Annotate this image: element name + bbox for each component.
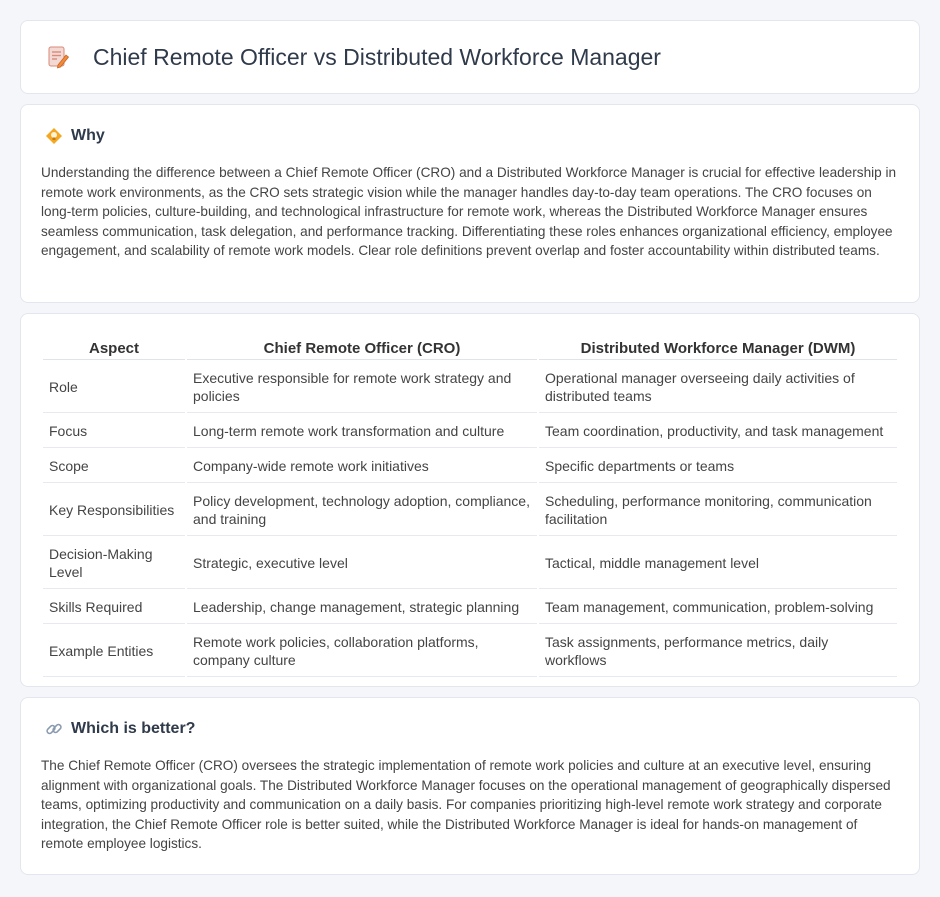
table-row bbox=[43, 591, 897, 624]
row-aspect: Role bbox=[43, 362, 185, 413]
row-cro: Long-term remote work transformation and culture bbox=[187, 415, 537, 448]
lightbulb-icon bbox=[45, 127, 63, 145]
better-text: The Chief Remote Officer (CRO) oversees the strategic implementation of remote work policies and culture at an executive level, ensuring alignment with organizational goals. The Distributed Workforce Manager focuses on the operational management of geographically dispersed teams, optimizing productivity and communication on a daily basis. For companies prioritizing high-level remote work strategy and corporate integration, the Chief Remote Officer role is better suited, while the Distributed Workforce Manager is ideal for hands-on management of remote employee logistics. bbox=[41, 758, 891, 851]
why-title: Why bbox=[71, 127, 105, 144]
row-aspect: Skills Required bbox=[43, 591, 185, 624]
document-edit-icon bbox=[45, 44, 71, 70]
row-dwm: Task assignments, performance metrics, daily workflows bbox=[539, 626, 897, 677]
header-cro: Chief Remote Officer (CRO) bbox=[187, 336, 537, 360]
better-header bbox=[41, 720, 899, 738]
row-cro: Policy development, technology adoption, compliance, and training bbox=[187, 485, 537, 536]
table-header-row bbox=[43, 336, 897, 360]
row-dwm: Specific departments or teams bbox=[539, 450, 897, 483]
why-text: Understanding the difference between a Chief Remote Officer (CRO) and a Distributed Workforce Manager is crucial for effective leadership in remote work environments, as the CRO sets strategic vision while the manager handles day-to-day team operations. The CRO focuses on long-term policies, culture-building, and technological infrastructure for remote work, whereas the Distributed Workforce Manager ensures seamless communication, task delegation, and performance tracking. Differentiating these roles enhances organizational efficiency, employee engagement, and scalability of remote work models. Clear role definitions prevent overlap and foster accountability within distributed teams. bbox=[41, 165, 897, 258]
which-is-better-section bbox=[20, 697, 920, 875]
row-aspect: Focus bbox=[43, 415, 185, 448]
row-dwm: Scheduling, performance monitoring, communication facilitation bbox=[539, 485, 897, 536]
row-cro: Executive responsible for remote work strategy and policies bbox=[187, 362, 537, 413]
row-aspect: Key Responsibilities bbox=[43, 485, 185, 536]
why-section bbox=[20, 104, 920, 303]
header-card bbox=[20, 20, 920, 94]
table-row bbox=[43, 362, 897, 413]
table-row bbox=[43, 450, 897, 483]
why-header bbox=[41, 127, 899, 145]
row-dwm: Team management, communication, problem-solving bbox=[539, 591, 897, 624]
table-row bbox=[43, 485, 897, 536]
header-aspect: Aspect bbox=[43, 336, 185, 360]
row-aspect: Scope bbox=[43, 450, 185, 483]
link-icon bbox=[45, 720, 63, 738]
table-row bbox=[43, 626, 897, 677]
row-aspect: Decision-Making Level bbox=[43, 538, 185, 589]
header-dwm: Distributed Workforce Manager (DWM) bbox=[539, 336, 897, 360]
row-dwm: Team coordination, productivity, and task management bbox=[539, 415, 897, 448]
row-aspect: Example Entities bbox=[43, 626, 185, 677]
row-cro: Company-wide remote work initiatives bbox=[187, 450, 537, 483]
row-cro: Remote work policies, collaboration platforms, company culture bbox=[187, 626, 537, 677]
table-row bbox=[43, 415, 897, 448]
row-cro: Leadership, change management, strategic planning bbox=[187, 591, 537, 624]
page-title: Chief Remote Officer vs Distributed Workforce Manager bbox=[93, 43, 661, 70]
row-dwm: Operational manager overseeing daily activities of distributed teams bbox=[539, 362, 897, 413]
comparison-table bbox=[41, 334, 899, 679]
table-row bbox=[43, 538, 897, 589]
row-cro: Strategic, executive level bbox=[187, 538, 537, 589]
row-dwm: Tactical, middle management level bbox=[539, 538, 897, 589]
better-title: Which is better? bbox=[71, 720, 196, 737]
comparison-table-card bbox=[20, 313, 920, 687]
